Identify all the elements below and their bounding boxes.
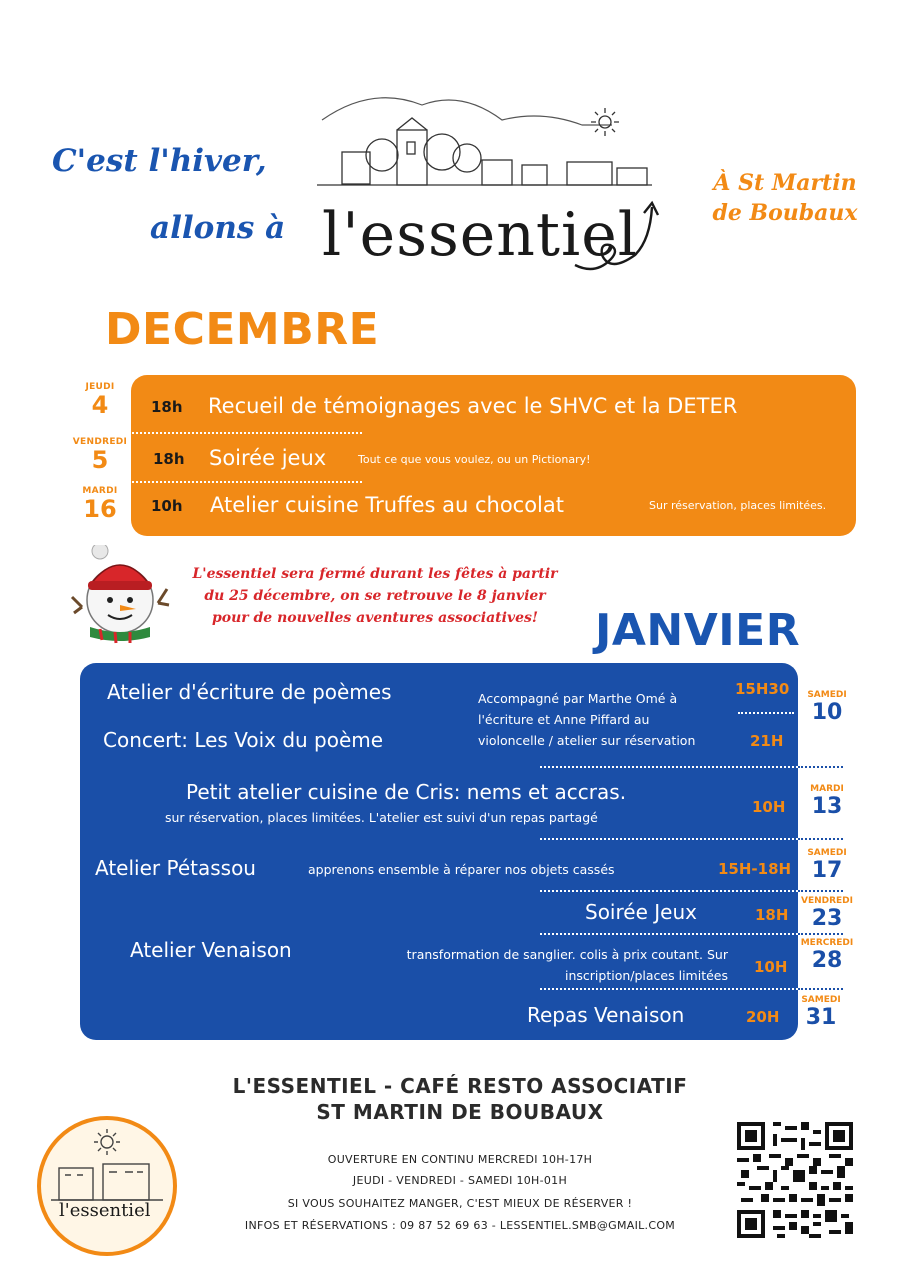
contact-info: INFOS ET RÉSERVATIONS : 09 87 52 69 63 - LESSENTIEL.SMB@GMAIL.COM: [244, 1219, 676, 1232]
divider: [798, 933, 843, 935]
header-tagline-2: allons à: [150, 210, 286, 246]
event-time: 18h: [151, 398, 183, 416]
event-title: Atelier cuisine Truffes au chocolat: [210, 493, 564, 517]
divider: [540, 933, 798, 935]
closure-notice: [165, 563, 585, 629]
badge-village-icon: [41, 1120, 173, 1252]
event-title: Concert: Les Voix du poème: [103, 728, 384, 752]
qr-code[interactable]: [737, 1122, 853, 1238]
date-dec-16: [72, 486, 128, 522]
divider: [540, 988, 798, 990]
day-name: SAMEDI: [807, 848, 847, 858]
header-tagline-1: C'est l'hiver,: [52, 143, 267, 179]
event-time: 18h: [153, 450, 185, 468]
date-dec-4: [72, 382, 128, 418]
date-jan-17: [797, 848, 857, 884]
day-name: VENDREDI: [800, 896, 853, 906]
day-name: MARDI: [82, 486, 118, 496]
day-number: 10: [811, 700, 843, 725]
date-dec-5: [72, 437, 128, 473]
badge-wordmark: l'essentiel: [59, 1200, 151, 1221]
event-note: sur réservation, places limitées. L'atelier est suivi d'un repas partagé: [165, 810, 598, 825]
divider: [798, 766, 843, 768]
footer-title-line-2: ST MARTIN DE BOUBAUX: [316, 1100, 604, 1124]
event-time: 18H: [755, 906, 789, 924]
badge-logo: [37, 1116, 177, 1256]
event-note: [345, 944, 728, 986]
day-name: JEUDI: [85, 382, 115, 392]
day-number: 23: [811, 906, 843, 931]
day-name: MERCREDI: [800, 938, 854, 948]
divider: [738, 712, 794, 714]
date-jan-13: [797, 784, 857, 820]
location-line-2: de Boubaux: [712, 200, 858, 226]
day-name: MARDI: [810, 784, 844, 794]
location: [690, 168, 880, 228]
notice-line-3: pour de nouvelles aventures associatives!: [211, 610, 539, 626]
event-title: Petit atelier cuisine de Cris: nems et accras.: [186, 780, 627, 804]
divider: [72, 481, 362, 483]
divider: [540, 838, 798, 840]
notice-line-2: du 25 décembre, on se retrouve le 8 janvier: [204, 588, 546, 604]
event-time: 10h: [151, 497, 183, 515]
footer-title: [200, 1073, 720, 1125]
note-line: inscription/places limitées: [565, 968, 728, 983]
day-number: 5: [91, 446, 109, 474]
divider: [798, 890, 843, 892]
event-title: Repas Venaison: [527, 1003, 685, 1027]
event-note-poems: [478, 688, 728, 751]
event-time: 15H-18H: [718, 860, 792, 878]
event-note: Sur réservation, places limitées.: [649, 499, 827, 512]
event-time: 10H: [754, 958, 788, 976]
event-title: Atelier Pétassou: [95, 856, 256, 880]
event-title: Recueil de témoignages avec le SHVC et la DETER: [208, 394, 738, 418]
booking-advice: SI VOUS SOUHAITEZ MANGER, C'EST MIEUX DE RÉSERVER !: [287, 1197, 633, 1210]
event-note: apprenons ensemble à réparer nos objets cassés: [308, 862, 615, 877]
date-jan-31: [791, 995, 851, 1031]
divider: [540, 890, 798, 892]
day-number: 31: [805, 1005, 837, 1030]
snowman-illustration: [70, 545, 170, 650]
month-january: JANVIER: [595, 605, 801, 656]
event-time: 21H: [750, 732, 784, 750]
village-illustration: [312, 80, 657, 200]
event-title: Atelier d'écriture de poèmes: [107, 680, 392, 704]
opening-hours-1: OUVERTURE EN CONTINU MERCREDI 10H-17H: [327, 1153, 593, 1166]
event-note: Tout ce que vous voulez, ou un Pictionary!: [358, 453, 591, 466]
note-line: l'écriture et Anne Piffard au: [478, 712, 650, 727]
event-time: 10H: [752, 798, 786, 816]
divider: [798, 838, 843, 840]
event-time: 15H30: [735, 680, 790, 698]
month-december: DECEMBRE: [105, 304, 380, 355]
opening-hours-2: JEUDI - VENDREDI - SAMEDI 10H-01H: [352, 1174, 568, 1187]
day-name: VENDREDI: [72, 437, 128, 447]
note-line: Accompagné par Marthe Omé à: [478, 691, 678, 706]
event-title: Soirée jeux: [209, 446, 327, 470]
date-jan-28: [797, 938, 857, 974]
day-number: 4: [91, 391, 109, 419]
day-number: 16: [83, 495, 117, 523]
day-name: SAMEDI: [801, 995, 841, 1005]
event-title: Soirée Jeux: [585, 900, 697, 924]
footer-title-line-1: L'ESSENTIEL - CAFÉ RESTO ASSOCIATIF: [232, 1074, 688, 1098]
date-jan-23: [797, 896, 857, 932]
notice-line-1: L'essentiel sera fermé durant les fêtes à partir: [192, 566, 558, 582]
logo-wordmark: l'essentiel: [322, 200, 638, 270]
day-name: SAMEDI: [807, 690, 847, 700]
note-line: violoncelle / atelier sur réservation: [478, 733, 696, 748]
event-time: 20H: [746, 1008, 780, 1026]
note-line: transformation de sanglier. colis à prix coutant. Sur: [406, 947, 728, 962]
date-jan-10: [797, 690, 857, 726]
day-number: 13: [811, 794, 843, 819]
day-number: 17: [811, 858, 843, 883]
logo-swirl-arrow-icon: [570, 195, 660, 285]
divider: [540, 766, 798, 768]
location-line-1: À St Martin: [713, 170, 857, 196]
divider: [72, 432, 362, 434]
day-number: 28: [811, 948, 843, 973]
event-title: Atelier Venaison: [130, 938, 292, 962]
divider: [798, 988, 843, 990]
